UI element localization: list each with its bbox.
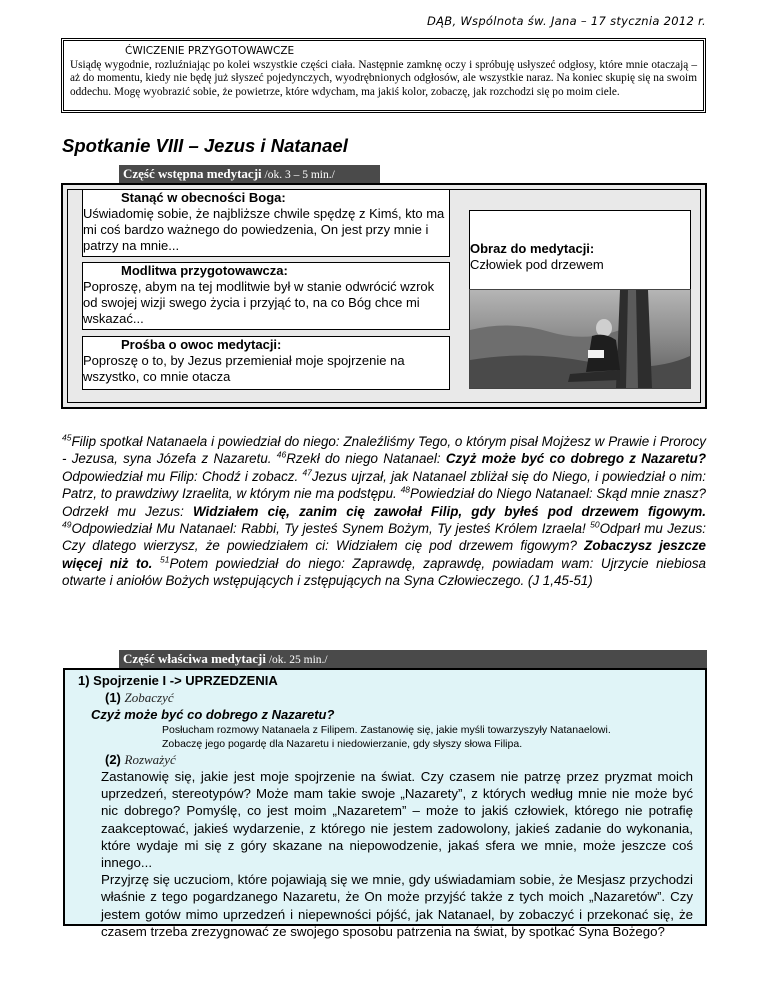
intro-duration: /ok. 3 – 5 min./ [261,169,335,181]
note-line-1: Posłucham rozmowy Natanaela z Filipem. Zastanowię się, jakie myśli towarzyszyły Natanaelowi. [162,724,611,736]
presence-text: Uświadomię sobie, że najbliższe chwile spędzę z Kimś, kto ma mi coś bardzo ważnego do powiedzenia, On jest przy mnie i patrzy na mnie... [83,206,445,253]
image-caption: Człowiek pod drzewem [470,257,604,272]
verse-48: 48 [400,484,411,495]
fruit-box [82,336,450,390]
key-question: Czyż może być co dobrego z Nazaretu? [91,707,335,722]
verse-50: 50 [590,519,600,530]
verse-emphasis: Czyż może być co dobrego z Nazaretu? [445,451,706,467]
prayer-text: Poproszę, abym na tej modlitwie był w stanie odwrócić wzrok od swojej wizji swego życia i przyjąć to, na co Bóg chce mi wskazać... [83,279,435,326]
meditation-photo [469,289,691,389]
intro-section-bar [119,165,380,183]
presence-box [82,189,450,257]
main-label: Część właściwa medytacji [123,651,266,666]
prayer-box [82,262,450,330]
reflection-paragraph-1: Zastanowię się, jakie jest moje spojrzenie na świat. Czy czasem nie patrzę przez pryzmat moich uprzedzeń, stereotypów? Może mam takie swoje „Nazarety”, z których według mnie nie może być nic dobrego? Pomyślę, co jest moim „Nazaretem” – może to jakiś człowiek, którego nie potrafię zaakceptować, jakieś wydarzenie, z którego nie jestem zadowolony, jakieś zadanie do wykonania, które wydaje mi się z góry skazane na niepowodzenie, jakaś sfera we mnie, może jeszcze coś innego... [101,769,693,871]
verse-text: Jezus ujrzał, jak Natanael zbliżał się do Niego, i powiedział o nim: Patrz, to prawdziwy Izraelita, w którym nie ma podstępu. [62,468,706,502]
preparatory-exercise-box [61,38,706,113]
point-title: 1) Spojrzenie I -> UPRZEDZENIA [78,673,278,688]
verse-text: Powiedział do Niego Natanael: Skąd mnie znasz? Odrzekł mu Jezus: [62,486,706,519]
reflection-paragraph-2: Przyjrzę się uczuciom, które pojawiają się we mnie, gdy uświadamiam sobie, że Mesjasz przychodzi właśnie z tego pogardzanego Nazaretu, że On może przyjść także z tych moich „Nazaretów”. Czy jestem gotów mimo uprzedzeń i niepewności pójść, jak Natanael, by zobaczyć i przekonać się, że czasem trzeba zrezygnować ze swojego sposobu patrzenia na świat, by spotkać Syna Bożego? [101,872,693,939]
note-line-2: Zobaczę jego pogardę dla Nazaretu i niedowierzanie, gdy słyszy słowa Filipa. [162,738,523,750]
scripture-passage [62,433,706,590]
meeting-title: Spotkanie VIII – Jezus i Natanael [62,135,348,156]
verse-text: Rzekł do niego Natanael: [286,451,446,467]
verse-text: Odparł mu Jezus: Czy dlatego wierzysz, że powiedziałem ci: Widziałem cię pod drzewem figowym? [62,521,706,554]
reflect-number: (2) [105,752,121,767]
verse-text: Filip spotkał Natanaela i powiedział do niego: Znaleźliśmy Tego, o którym pisał Mojżesz w Prawie i Prorocy - Jezusa, syna Józefa z Nazaretu. [62,434,706,467]
verse-46: 46 [276,449,287,460]
verse-text: Odpowiedział Mu Natanael: Rabbi, Ty jesteś Synem Bożym, Ty jesteś Królem Izraela! [71,521,591,537]
verse-text: Odpowiedział mu Filip: Chodź i zobacz. [62,468,303,484]
main-meditation-box [63,668,707,939]
verse-emphasis: Zobaczysz jeszcze więcej niż to. [62,538,706,571]
verse-51: 51 [159,554,170,565]
image-title: Obraz do medytacji: [470,241,595,256]
see-number: (1) [105,690,121,705]
intro-label: Część wstępna medytacji [123,166,262,181]
main-section-bar [119,650,707,668]
verse-45: 45 [62,432,72,443]
exercise-title: ĆWICZENIE PRZYGOTOWAWCZE [125,45,295,57]
prayer-title: Modlitwa przygotowawcza: [121,263,288,278]
fruit-title: Prośba o owoc medytacji: [121,337,282,352]
exercise-text: Usiądę wygodnie, rozluźniając po kolei wszystkie części ciała. Następnie zamknę oczy i spróbuję usłyszeć odgłosy, które mnie otaczają – aż do momentu, kiedy nie będę już słyszeć pojedynczych, wyodrębnionych odgłosów, ale wszystkie naraz. Na koniec skupię się na swoim oddechu. Mogę wyobrazić sobie, że powietrze, które wdycham, ma jakiś kolor, zobaczę, jak rozchodzi się po moim ciele. [70,58,697,98]
see-label: Zobaczyć [124,690,174,705]
reflect-label: Rozważyć [124,752,176,767]
presence-title: Stanąć w obecności Boga: [121,190,286,205]
verse-emphasis: Widziałem cię, zanim cię zawołał Filip, gdy byłeś pod drzewem figowym. [193,503,706,519]
verse-47: 47 [302,467,312,478]
page-header: DĄB, Wspólnota św. Jana – 17 stycznia 2012 r. [426,14,706,28]
fruit-text: Poproszę o to, by Jezus przemieniał moje spojrzenie na wszystko, co mnie otacza [83,353,405,384]
main-duration: /ok. 25 min./ [265,654,328,666]
verse-text: Potem powiedział do niego: Zaprawdę, zaprawdę, powiadam wam: Ujrzycie niebiosa otwarte i aniołów Bożych wstępujących i zstępujących na Syna Człowieczego. (J 1,45-51) [62,555,706,589]
image-caption-box [469,210,691,289]
verse-49: 49 [62,519,72,530]
